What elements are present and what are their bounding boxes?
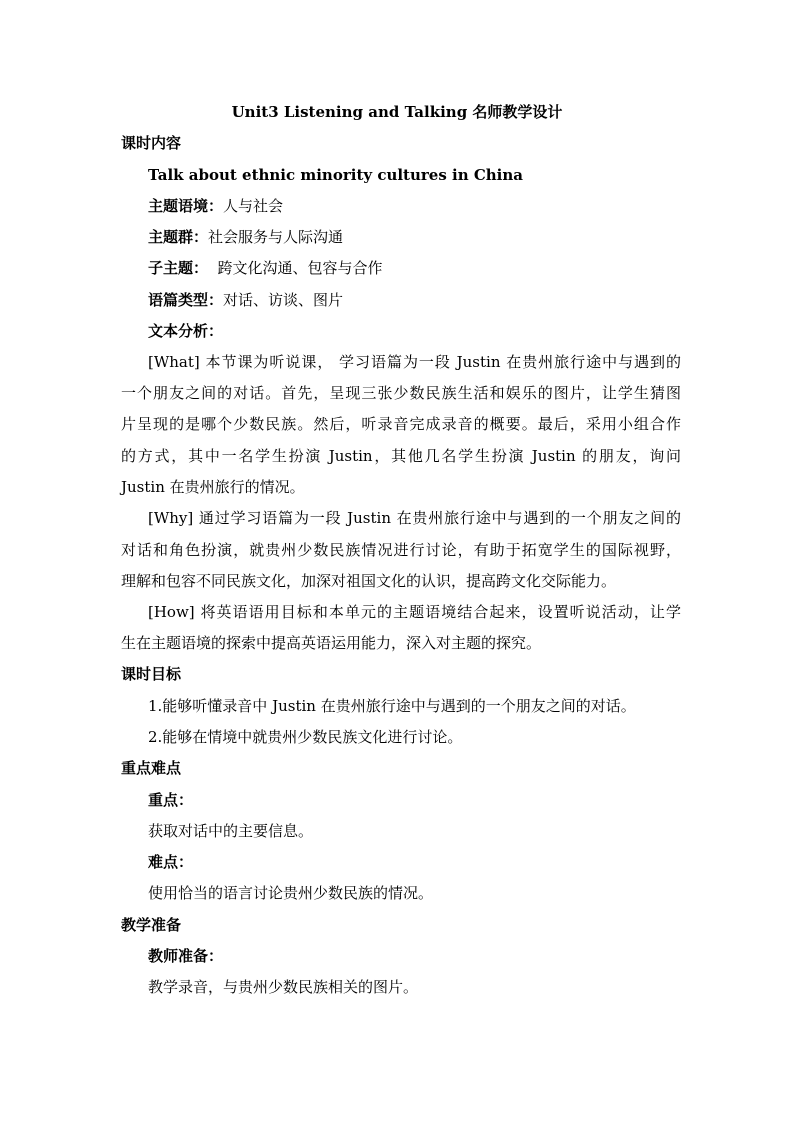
context-value: 人与社会	[223, 197, 284, 215]
how-line: 生在主题语境的探索中提高英语运用能力，深入对主题的探究。	[121, 634, 542, 652]
teacher-prep-label: 教师准备：	[148, 947, 224, 965]
why-line: [Why] 通过学习语篇为一段 Justin 在贵州旅行途中与遇到的一个朋友之间的	[148, 509, 681, 527]
how-line: [How] 将英语语用目标和本单元的主题语境结合起来，设置听说活动，让学	[148, 603, 681, 621]
document-title: Unit3 Listening and Talking 名师教学设计	[231, 103, 563, 121]
section-heading-objectives: 课时目标	[121, 665, 182, 683]
group-value: 社会服务与人际沟通	[208, 228, 344, 246]
teacher-prep-text: 教学录音，与贵州少数民族相关的图片。	[148, 978, 419, 996]
section-heading-key-points: 重点难点	[121, 759, 182, 777]
genre-row	[148, 290, 681, 310]
what-line: 一个朋友之间的对话。首先，呈现三张少数民族生活和娱乐的图片，让学生猜图	[121, 384, 681, 402]
difficult-label: 难点：	[148, 853, 194, 871]
key-label: 重点：	[148, 791, 194, 809]
difficult-text: 使用恰当的语言讨论贵州少数民族的情况。	[148, 884, 434, 902]
context-label: 主题语境：	[148, 197, 224, 215]
why-line: 理解和包容不同民族文化，加深对祖国文化的认识，提高跨文化交际能力。	[121, 572, 617, 590]
why-line: 对话和角色扮演，就贵州少数民族情况进行讨论，有助于拓宽学生的国际视野，	[121, 541, 681, 559]
what-line: 片呈现的是哪个少数民族。然后，听录音完成录音的概要。最后，采用小组合作	[121, 415, 681, 433]
objective-item: 1.能够听懂录音中 Justin 在贵州旅行途中与遇到的一个朋友之间的对话。	[148, 697, 636, 715]
section-heading-content: 课时内容	[121, 134, 182, 152]
objective-item: 2.能够在情境中就贵州少数民族文化进行讨论。	[148, 728, 463, 746]
analysis-label: 文本分析：	[148, 322, 224, 340]
context-row	[148, 196, 681, 216]
topic-line: Talk about ethnic minority cultures in China	[148, 166, 523, 184]
subtheme-value: 跨文化沟通、包容与合作	[208, 259, 383, 277]
section-heading-preparation: 教学准备	[121, 916, 182, 934]
what-line: Justin 在贵州旅行的情况。	[121, 478, 305, 496]
genre-label: 语篇类型：	[148, 291, 224, 309]
group-label: 主题群：	[148, 228, 209, 246]
group-row	[148, 227, 681, 247]
what-line: 的方式，其中一名学生扮演 Justin，其他几名学生扮演 Justin 的朋友，询问	[121, 447, 681, 465]
key-text: 获取对话中的主要信息。	[148, 822, 314, 840]
what-line: [What] 本节课为听说课， 学习语篇为一段 Justin 在贵州旅行途中与遇到的	[148, 353, 681, 371]
subtheme-row	[148, 258, 681, 278]
genre-value: 对话、访谈、图片	[223, 291, 344, 309]
subtheme-label: 子主题：	[148, 259, 209, 277]
